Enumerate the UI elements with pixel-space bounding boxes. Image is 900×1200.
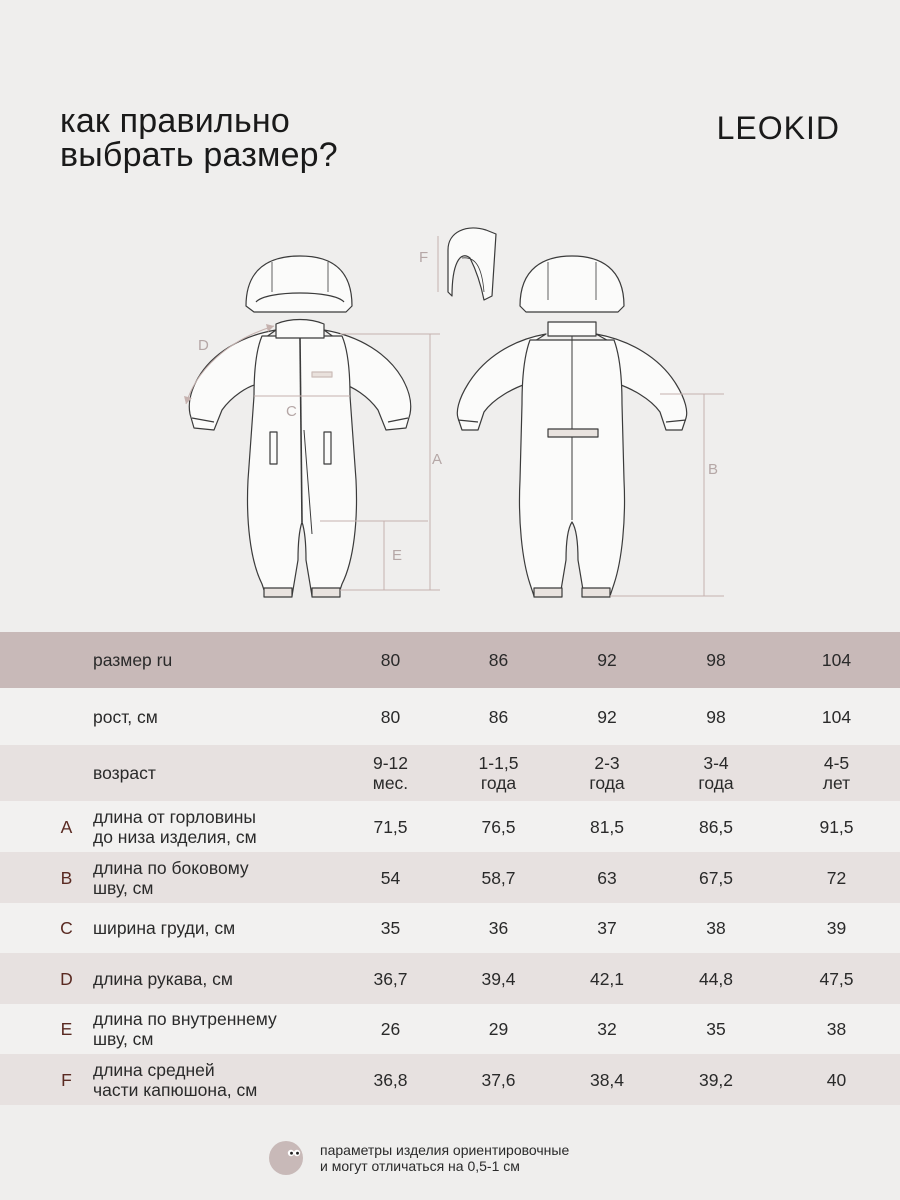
footer-note: [268, 1140, 569, 1176]
front-hood: [246, 256, 352, 312]
cell-value: 42,1: [589, 968, 625, 989]
cell-value: 76,5: [481, 816, 516, 837]
row-label-line-2: шву, см: [93, 877, 154, 898]
cell-value: 38,4: [589, 1069, 625, 1090]
row-letter: A: [60, 816, 73, 837]
cell-value: 39,4: [481, 968, 516, 989]
cell-value: 54: [380, 867, 401, 888]
label-d: D: [198, 337, 209, 354]
table-row: [0, 903, 900, 953]
cell-value: 35: [380, 918, 401, 938]
cell-value: 92: [597, 706, 617, 727]
cell-value: 39: [826, 918, 847, 938]
cell-value: 81,5: [589, 816, 625, 837]
title-line-2: выбрать размер?: [60, 136, 338, 174]
row-letter: [0, 745, 93, 801]
back-collar: [548, 322, 596, 336]
cell-line: года: [589, 773, 625, 793]
row-label: [93, 1004, 336, 1054]
cell-line: года: [480, 773, 517, 793]
cell-value: 37: [597, 918, 617, 938]
cell-value: 44,8: [698, 968, 734, 989]
size-table: [0, 632, 900, 1105]
table-row: [0, 688, 900, 745]
row-label: [93, 852, 336, 903]
cell-value: 80: [380, 706, 401, 727]
cell-value: 67,5: [698, 867, 734, 888]
row-letter: F: [61, 1069, 72, 1090]
cell-value: [336, 745, 445, 801]
row-label-line-1: рост, см: [93, 706, 158, 727]
cell-value: 36,8: [373, 1069, 408, 1090]
table-row: [0, 745, 900, 801]
cell-value: 72: [826, 867, 847, 888]
row-letter: C: [60, 918, 73, 938]
row-label-line-2: шву, см: [93, 1029, 154, 1049]
cell-value: 37,6: [481, 1069, 516, 1090]
footer-line-2: и могут отличаться на 0,5-1 см: [320, 1158, 520, 1174]
row-label-line-1: длина средней: [93, 1059, 215, 1080]
cell-value: 86: [488, 650, 509, 670]
label-e: E: [392, 547, 403, 564]
front-collar: [276, 320, 324, 339]
label-b: B: [708, 461, 719, 478]
row-letter: B: [60, 867, 73, 888]
back-hood: [520, 256, 624, 312]
row-label: [93, 801, 336, 852]
cell-value: 35: [706, 1019, 726, 1039]
row-label: [93, 953, 336, 1004]
cell-line: 4-5: [823, 753, 850, 773]
front-view: [189, 256, 410, 597]
row-label-line-1: размер ru: [93, 650, 173, 670]
cell-line: 2-3: [594, 753, 620, 773]
cell-value: [552, 745, 662, 801]
row-letter: E: [60, 1019, 73, 1039]
row-label: [93, 745, 336, 801]
cell-value: 63: [597, 867, 617, 888]
cell-value: 38: [706, 918, 726, 938]
cell-value: 40: [826, 1069, 847, 1090]
row-label-line-1: длина по боковому: [93, 857, 249, 878]
cell-line: 9-12: [372, 753, 409, 773]
cell-value: 26: [380, 1019, 401, 1039]
row-letter: [0, 688, 93, 745]
label-c: C: [286, 403, 297, 420]
cell-line: 3-4: [703, 753, 729, 773]
cell-value: 98: [706, 650, 726, 670]
cell-value: 38: [826, 1019, 847, 1039]
cell-value: 58,7: [481, 867, 516, 888]
cell-value: 36: [488, 918, 509, 938]
cell-value: 80: [380, 650, 401, 670]
label-a: A: [432, 451, 443, 468]
row-label-line-1: длина по внутреннему: [93, 1009, 277, 1029]
row-letter: [0, 632, 93, 688]
row-label-line-1: длина от горловины: [93, 806, 257, 827]
table-row: [0, 852, 900, 903]
row-label-line-1: длина рукава, см: [93, 968, 233, 989]
cell-value: 47,5: [819, 968, 854, 989]
row-label-line-2: части капюшона, см: [93, 1079, 258, 1100]
cell-value: 86: [488, 706, 509, 727]
table-row: [0, 953, 900, 1004]
row-label-line-2: до низа изделия, см: [93, 826, 257, 847]
table-row: [0, 801, 900, 852]
cell-line: лет: [822, 773, 851, 793]
cell-line: мес.: [372, 773, 409, 793]
mascot-icon: [268, 1140, 304, 1176]
cell-value: 98: [706, 706, 726, 727]
row-label: [93, 903, 336, 953]
cell-value: [770, 745, 900, 801]
cell-value: 39,2: [698, 1069, 734, 1090]
table-row: [0, 632, 900, 688]
brand-logo: LEOKID: [716, 110, 840, 146]
title-line-1: как правильно: [60, 102, 290, 140]
table-row: [0, 1004, 900, 1054]
cell-value: [445, 745, 552, 801]
back-view: [457, 256, 686, 597]
cell-value: 104: [821, 706, 852, 727]
row-label-line-1: ширина груди, см: [93, 918, 236, 938]
cell-value: 104: [821, 650, 852, 670]
cell-line: года: [698, 773, 734, 793]
cell-value: 86,5: [698, 816, 734, 837]
row-label-line-1: возраст: [93, 763, 156, 783]
row-label: [93, 688, 336, 745]
hood-detail: [448, 228, 496, 300]
cell-value: 92: [597, 650, 617, 670]
cell-value: 36,7: [373, 968, 408, 989]
label-f: F: [419, 249, 429, 266]
row-label: [93, 1054, 336, 1105]
row-label: [93, 632, 336, 688]
cell-value: [662, 745, 770, 801]
cell-value: 71,5: [373, 816, 408, 837]
cell-line: 1-1,5: [478, 753, 519, 773]
row-letter: D: [60, 968, 73, 989]
cell-value: 91,5: [819, 816, 854, 837]
table-row: [0, 1054, 900, 1105]
footer-line-1: параметры изделия ориентировочные: [320, 1142, 570, 1158]
cell-value: 32: [597, 1019, 617, 1039]
cell-value: 29: [488, 1019, 509, 1039]
